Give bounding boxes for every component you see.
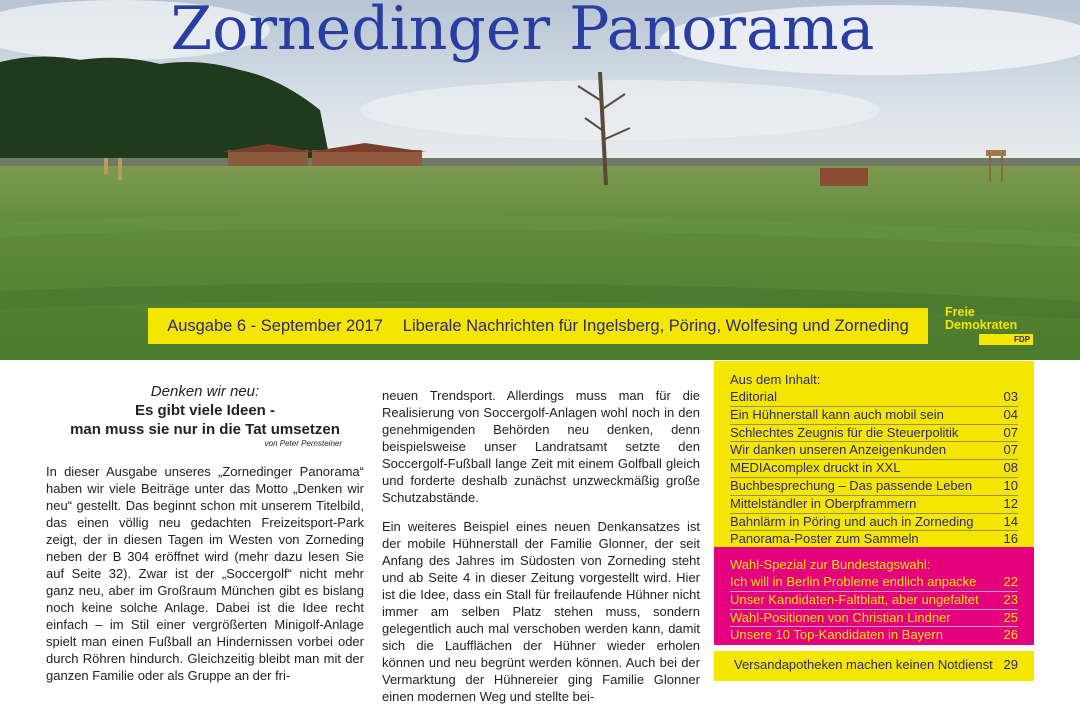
toc-item-page: 04 (1003, 406, 1018, 422)
toc-item[interactable] (730, 442, 1018, 460)
election-special-box (714, 547, 1034, 645)
election-special-title: Wahl-Spezial zur Bundestagswahl: (730, 557, 931, 572)
toc-item-page: 14 (1003, 513, 1018, 529)
toc-item[interactable] (730, 478, 1018, 496)
toc-item-page: 10 (1003, 477, 1018, 493)
toc-item-page: 16 (1003, 531, 1018, 547)
toc-item[interactable] (730, 496, 1018, 514)
building (228, 150, 308, 168)
toc-item-page: 08 (1003, 460, 1018, 476)
election-item-page: 22 (1003, 574, 1018, 589)
toc-item[interactable] (730, 460, 1018, 478)
election-item-label: Wahl-Positionen von Christian Lindner (730, 609, 951, 625)
toc-item-page: 12 (1003, 495, 1018, 511)
article-headline-line-1: Es gibt viele Ideen - (134, 402, 276, 419)
article-paragraph: Ein weiteres Beispiel eines neuen Denkansatzes ist der mobile Hühnerstall der Familie Glonner, der seit Anfang des Jahres im Südosten von Zorneding steht und ab Seite 4 in dieser Zeitung vorgestellt wird. Hier ist die Idee, dass ein Stall für freilaufende Hühner nicht immer am selben Platz stehen muss, sondern gelegentlich auch mal verschoben werden kann, damit sich die Laufflächen der Hühner wieder erholen können und neu begrünt werden können. Auch bei der Vermarktung der Hühnereier ging Familie Glonner einen modernen Weg und stellte bei- (382, 519, 700, 704)
election-item[interactable] (730, 610, 1018, 628)
building (312, 150, 422, 168)
election-item[interactable] (730, 574, 1018, 592)
toc-item[interactable] (730, 514, 1018, 532)
issue-tagline: Liberale Nachrichten für Ingelsberg, Pöring, Wolfesing und Zorneding (402, 316, 909, 335)
toc-item-label: Editorial (730, 389, 777, 404)
table-of-contents (714, 361, 1034, 547)
issue-label: Ausgabe 6 - September 2017 (167, 316, 383, 335)
election-item-page: 26 (1003, 627, 1018, 643)
toc-item-label: Buchbesprechung – Das passende Leben (730, 477, 973, 493)
election-item-label: Unsere 10 Top-Kandidaten in Bayern (730, 627, 943, 643)
election-item[interactable] (730, 592, 1018, 610)
article-headline-line-2: man muss sie nur in die Tat umsetzen (70, 421, 340, 438)
election-item-page: 25 (1003, 609, 1018, 625)
toc-item-page: 07 (1003, 424, 1018, 440)
toc-item[interactable] (730, 425, 1018, 443)
notdienst-item[interactable] (714, 651, 1034, 681)
toc-item-label: Bahnlärm in Pöring und auch in Zorneding (730, 513, 974, 529)
masthead-title: Zornedinger Panorama (170, 0, 875, 64)
toc-item-page: 07 (1003, 442, 1018, 458)
toc-item-label: Panorama-Poster zum Sammeln (730, 531, 919, 547)
election-item-label: Unser Kandidaten-Faltblatt, aber ungefaltet (730, 591, 979, 607)
article-column-1 (46, 362, 364, 696)
logo-line-2: Demokraten (945, 318, 1018, 332)
article-column-2 (382, 362, 700, 717)
toc-item-label: Schlechtes Zeugnis für die Steuerpolitik (730, 424, 959, 440)
notdienst-label: Versandapotheken machen keinen Notdienst (734, 657, 993, 672)
obstacle (820, 168, 868, 186)
toc-item-label: Mittelständler in Oberpframmern (730, 495, 917, 511)
article-paragraph: neuen Trendsport. Allerdings muss man für die Realisierung von Soccergolf-Anlagen wohl noch in den genehmigenden Behörden neu denken, denn beispielsweise unser Landratsamt setzte den Soccergolf-Fußball lange Zeit mit einem Golfball gleich und forderte deshalb zunächst unzweckmäßig große Schutzabstände. (382, 388, 700, 505)
toc-item-label: Ein Hühnerstall kann auch mobil sein (730, 406, 944, 422)
election-item-label: Ich will in Berlin Probleme endlich anpacke (730, 574, 977, 589)
notdienst-page: 29 (1003, 657, 1018, 672)
election-item-page: 23 (1003, 591, 1018, 607)
election-item[interactable] (730, 627, 1018, 644)
toc-item-page: 03 (1003, 389, 1018, 404)
toc-title: Aus dem Inhalt: (730, 372, 821, 387)
toc-item[interactable] (730, 389, 1018, 407)
toc-item-label: Wir danken unseren Anzeigenkunden (730, 442, 947, 458)
fdp-logo (945, 306, 1035, 348)
logo-line-1: Freie (945, 305, 975, 319)
toc-item[interactable] (730, 531, 1018, 548)
logo-abbr: FDP (979, 334, 1033, 345)
issue-bar (148, 308, 928, 344)
article-byline: von Peter Pernsteiner (264, 439, 342, 448)
article-kicker: Denken wir neu: (150, 383, 260, 400)
article-paragraph: In dieser Ausgabe unseres „Zornedinger Panorama“ haben wir viele Beiträge unter das Motto „Denken wir neu“ gestellt. Das beginnt schon mit unserem Titelbild, das einen völlig neu gedachten Freizeitsport-Park zeigt, der in diesen Tagen im Westen von Zorneding neben der B 304 eröffnet wird (mehr dazu lesen Sie auf Seite 32). Zwar ist der „Soccergolf“ nicht mehr ganz neu, aber im Großraum München gibt es bislang noch keine solche Anlage. Dabei ist die Idee recht einfach – im Stil einer vergrößerten Minigolf-Anlage spielt man einen Fußball an Hindernissen vorbei oder durch Röhren hindurch. Gleichzeitig bleibt man mit der ganzen Familie oder als Gruppe an der fri- (46, 464, 364, 683)
toc-item-label: MEDIAcomplex druckt in XXL (730, 460, 901, 476)
toc-item[interactable] (730, 407, 1018, 425)
